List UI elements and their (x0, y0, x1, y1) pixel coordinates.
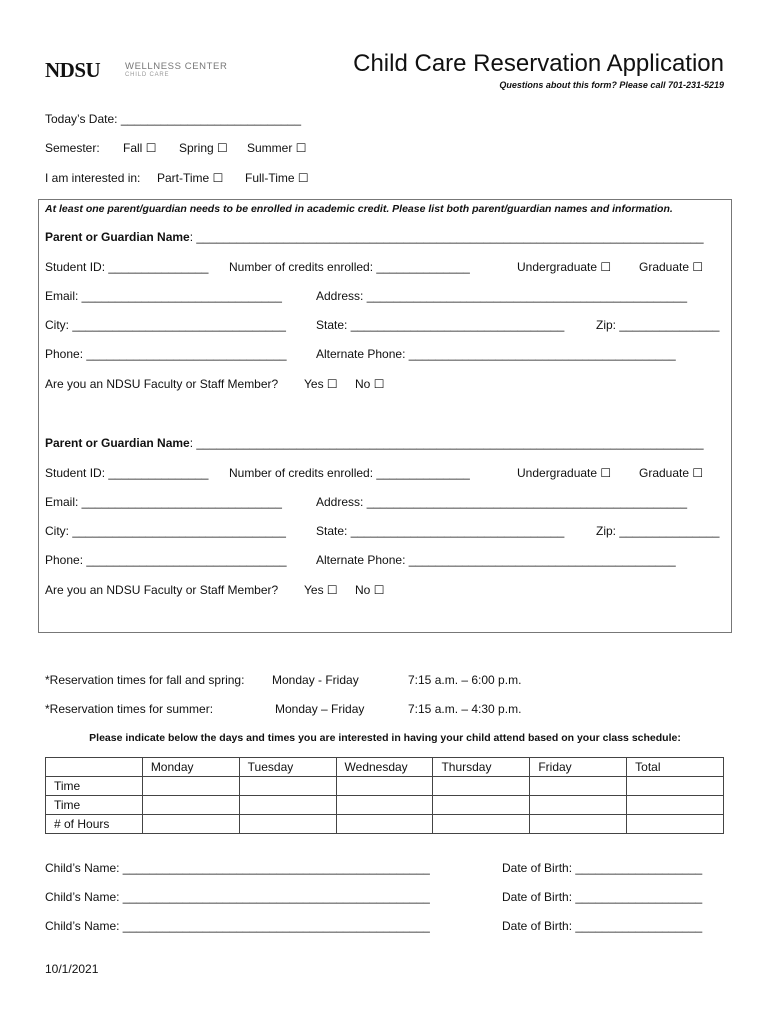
parent2-no-checkbox[interactable]: ☐ (373, 583, 385, 597)
table-row (46, 796, 724, 815)
schedule-cell[interactable] (142, 815, 239, 834)
interest-label: I am interested in: (45, 171, 141, 185)
schedule-cell[interactable] (627, 796, 724, 815)
parent1-name-line: : ____________________________________________________________________________ (189, 230, 704, 244)
schedule-header-cell: Thursday (433, 758, 530, 777)
full-time-option[interactable] (245, 171, 309, 185)
parent2-no-label: No (355, 583, 371, 597)
parent2-undergrad-checkbox[interactable]: ☐ (600, 466, 612, 480)
child1-dob-field[interactable]: Date of Birth: ___________________ (502, 861, 703, 875)
parent1-credits-field[interactable]: Number of credits enrolled: ______________ (229, 260, 470, 274)
fall-label: Fall (123, 141, 143, 155)
parent2-student-id-field[interactable]: Student ID: _______________ (45, 466, 209, 480)
row-label: # of Hours (46, 815, 143, 834)
parent2-zip-field[interactable]: Zip: _______________ (596, 524, 720, 538)
schedule-cell[interactable] (530, 796, 627, 815)
schedule-header-row (46, 758, 724, 777)
schedule-header-cell: Tuesday (239, 758, 336, 777)
parent1-undergrad-option[interactable] (517, 260, 611, 274)
parent1-address-field[interactable]: Address: ________________________________________________ (316, 289, 688, 303)
parent2-city-field[interactable]: City: ________________________________ (45, 524, 286, 538)
parent1-name-label: Parent or Guardian Name (45, 230, 190, 244)
parent1-zip-field[interactable]: Zip: _______________ (596, 318, 720, 332)
schedule-cell[interactable] (433, 815, 530, 834)
parent2-faculty-question: Are you an NDSU Faculty or Staff Member? (45, 583, 279, 597)
table-row (46, 815, 724, 834)
fall-option[interactable] (123, 141, 156, 155)
parent1-no-option[interactable] (355, 377, 384, 391)
wellness-center-logo-text: WELLNESS CENTER (125, 61, 228, 72)
summer-times-label: *Reservation times for summer: (45, 702, 214, 716)
parent2-alt-phone-field[interactable]: Alternate Phone: ________________________________________ (316, 553, 676, 567)
parent2-name-line: : ____________________________________________________________________________ (189, 436, 704, 450)
schedule-cell[interactable] (336, 796, 433, 815)
full-time-checkbox[interactable]: ☐ (297, 171, 309, 185)
full-time-label: Full-Time (245, 171, 295, 185)
row-label: Time (46, 796, 143, 815)
parent1-alt-phone-field[interactable]: Alternate Phone: ________________________________________ (316, 347, 676, 361)
parent1-yes-label: Yes (304, 377, 324, 391)
schedule-header-cell: Total (627, 758, 724, 777)
page-title: Child Care Reservation Application (353, 50, 724, 77)
parent2-undergrad-option[interactable] (517, 466, 611, 480)
parent2-graduate-label: Graduate (639, 466, 690, 480)
todays-date-field[interactable]: Today’s Date: ___________________________ (45, 112, 302, 126)
parent2-email-field[interactable]: Email: ______________________________ (45, 495, 282, 509)
schedule-cell[interactable] (239, 815, 336, 834)
schedule-cell[interactable] (336, 777, 433, 796)
schedule-cell[interactable] (627, 777, 724, 796)
parent1-student-id-field[interactable]: Student ID: _______________ (45, 260, 209, 274)
child-care-logo-text: CHILD CARE (125, 72, 170, 78)
schedule-header-cell (46, 758, 143, 777)
summer-option[interactable] (247, 141, 306, 155)
schedule-cell[interactable] (336, 815, 433, 834)
table-row (46, 777, 724, 796)
parent2-undergrad-label: Undergraduate (517, 466, 598, 480)
parent1-phone-field[interactable]: Phone: ______________________________ (45, 347, 287, 361)
summer-days: Monday – Friday (275, 702, 365, 716)
child1-name-field[interactable]: Child’s Name: ______________________________________________ (45, 861, 430, 875)
parent2-state-field[interactable]: State: ________________________________ (316, 524, 565, 538)
fall-spring-times-label: *Reservation times for fall and spring: (45, 673, 245, 687)
parent1-email-field[interactable]: Email: ______________________________ (45, 289, 282, 303)
parent2-address-field[interactable]: Address: ________________________________________________ (316, 495, 688, 509)
parent1-graduate-checkbox[interactable]: ☐ (692, 260, 704, 274)
parent1-name-field[interactable] (45, 230, 704, 244)
child2-name-field[interactable]: Child’s Name: ______________________________________________ (45, 890, 430, 904)
parent1-no-checkbox[interactable]: ☐ (373, 377, 385, 391)
summer-label: Summer (247, 141, 293, 155)
schedule-cell[interactable] (239, 777, 336, 796)
fall-checkbox[interactable]: ☐ (145, 141, 157, 155)
row-label: Time (46, 777, 143, 796)
part-time-checkbox[interactable]: ☐ (212, 171, 224, 185)
parent1-undergrad-label: Undergraduate (517, 260, 598, 274)
fall-spring-days: Monday - Friday (272, 673, 359, 687)
schedule-cell[interactable] (239, 796, 336, 815)
child2-dob-field[interactable]: Date of Birth: ___________________ (502, 890, 703, 904)
parent1-graduate-label: Graduate (639, 260, 690, 274)
schedule-header-cell: Monday (142, 758, 239, 777)
schedule-header-cell: Wednesday (336, 758, 433, 777)
spring-option[interactable] (179, 141, 228, 155)
summer-checkbox[interactable]: ☐ (295, 141, 307, 155)
parent2-credits-field[interactable]: Number of credits enrolled: ______________ (229, 466, 470, 480)
part-time-option[interactable] (157, 171, 223, 185)
schedule-cell[interactable] (627, 815, 724, 834)
enrollment-notice: At least one parent/guardian needs to be enrolled in academic credit. Please list both parent/guardian names and information. (45, 203, 673, 215)
ndsu-logo: NDSU (45, 58, 101, 82)
semester-label: Semester: (45, 141, 100, 155)
parent2-name-label: Parent or Guardian Name (45, 436, 190, 450)
schedule-instructions: Please indicate below the days and times you are interested in having your child attend based on your class schedule: (89, 732, 681, 744)
parent1-state-field[interactable]: State: ________________________________ (316, 318, 565, 332)
summer-hours: 7:15 a.m. – 4:30 p.m. (408, 702, 522, 716)
parent1-no-label: No (355, 377, 371, 391)
schedule-table (45, 757, 724, 834)
parent2-graduate-option[interactable] (639, 466, 703, 480)
child3-name-field[interactable]: Child’s Name: ______________________________________________ (45, 919, 430, 933)
schedule-header-cell: Friday (530, 758, 627, 777)
parent1-faculty-question: Are you an NDSU Faculty or Staff Member? (45, 377, 279, 391)
parent1-yes-checkbox[interactable]: ☐ (326, 377, 338, 391)
schedule-cell[interactable] (142, 777, 239, 796)
form-revision-date: 10/1/2021 (45, 962, 99, 976)
parent1-city-field[interactable]: City: ________________________________ (45, 318, 286, 332)
schedule-cell[interactable] (530, 777, 627, 796)
parent2-yes-label: Yes (304, 583, 324, 597)
fall-spring-hours: 7:15 a.m. – 6:00 p.m. (408, 673, 522, 687)
parent2-no-option[interactable] (355, 583, 384, 597)
spring-label: Spring (179, 141, 214, 155)
parent2-yes-option[interactable] (304, 583, 338, 597)
parent2-phone-field[interactable]: Phone: ______________________________ (45, 553, 287, 567)
child3-dob-field[interactable]: Date of Birth: ___________________ (502, 919, 703, 933)
parent2-graduate-checkbox[interactable]: ☐ (692, 466, 704, 480)
schedule-cell[interactable] (433, 777, 530, 796)
parent2-yes-checkbox[interactable]: ☐ (326, 583, 338, 597)
schedule-cell[interactable] (433, 796, 530, 815)
schedule-cell[interactable] (142, 796, 239, 815)
parent1-yes-option[interactable] (304, 377, 338, 391)
parent1-undergrad-checkbox[interactable]: ☐ (600, 260, 612, 274)
parent1-graduate-option[interactable] (639, 260, 703, 274)
spring-checkbox[interactable]: ☐ (217, 141, 228, 155)
part-time-label: Part-Time (157, 171, 210, 185)
schedule-cell[interactable] (530, 815, 627, 834)
page-subtitle: Questions about this form? Please call 701-231-5219 (499, 80, 724, 90)
parent2-name-field[interactable] (45, 436, 704, 450)
